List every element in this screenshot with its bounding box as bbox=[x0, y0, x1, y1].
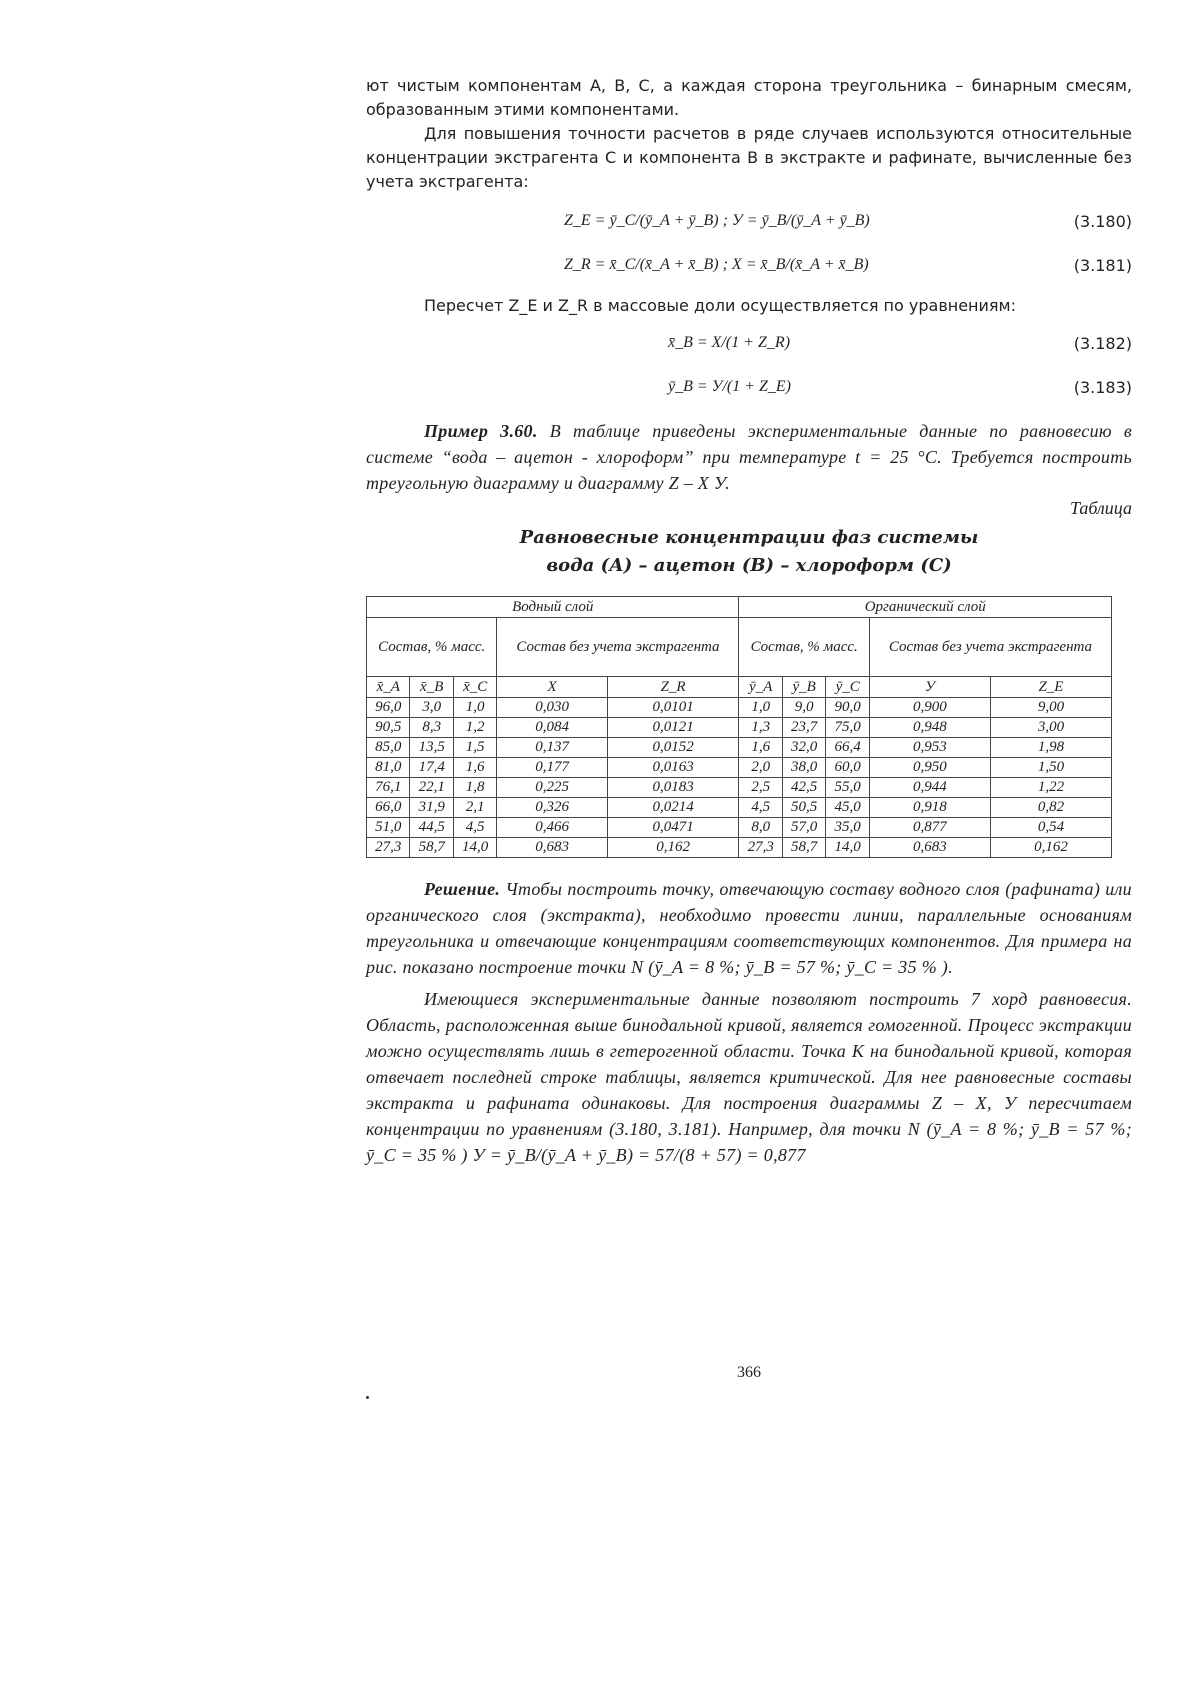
table-cell: 81,0 bbox=[367, 758, 410, 778]
table-cell: 8,3 bbox=[410, 718, 453, 738]
table-cell: 0,54 bbox=[990, 818, 1111, 838]
column-header-row bbox=[367, 677, 1112, 698]
equation-number: (3.181) bbox=[1073, 256, 1132, 275]
table-cell: 1,50 bbox=[990, 758, 1111, 778]
table-cell: 0,877 bbox=[869, 818, 990, 838]
table-cell: 0,82 bbox=[990, 798, 1111, 818]
table-cell: 0,683 bbox=[497, 838, 607, 858]
table-cell: 35,0 bbox=[826, 818, 869, 838]
table-cell: 1,6 bbox=[739, 738, 782, 758]
table-cell: 76,1 bbox=[367, 778, 410, 798]
table-cell: 0,0471 bbox=[607, 818, 739, 838]
example-text: В таблице приведены экспериментальные данные по равновесию в системе “вода – ацетон - хлороформ” при температуре t = 25 °C. Требуется построить треугольную диаграмму и диаграмму Z – X У. bbox=[366, 421, 1132, 493]
solution-paragraph bbox=[366, 876, 1132, 980]
equation-number: (3.182) bbox=[1073, 334, 1132, 353]
table-cell: 0,0101 bbox=[607, 698, 739, 718]
table-cell: 85,0 bbox=[367, 738, 410, 758]
table-cell: 1,0 bbox=[739, 698, 782, 718]
table-cell: 0,900 bbox=[869, 698, 990, 718]
table-cell: 0,0152 bbox=[607, 738, 739, 758]
table-cell: 90,5 bbox=[367, 718, 410, 738]
equation-3-182 bbox=[366, 322, 1132, 366]
table-row bbox=[367, 698, 1112, 718]
table-cell: 1,2 bbox=[453, 718, 496, 738]
table-row bbox=[367, 838, 1112, 858]
column-header: x̄_B bbox=[410, 677, 453, 698]
table-cell: 0,0214 bbox=[607, 798, 739, 818]
equation-formula: Z_E = ȳ_C/(ȳ_A + ȳ_B) ; У = ȳ_B/(ȳ_A + ȳ_B) bbox=[564, 212, 870, 229]
table-cell: 2,1 bbox=[453, 798, 496, 818]
table-cell: 42,5 bbox=[782, 778, 825, 798]
table-cell: 0,950 bbox=[869, 758, 990, 778]
column-header: x̄_C bbox=[453, 677, 496, 698]
table-cell: 14,0 bbox=[826, 838, 869, 858]
table-row bbox=[367, 778, 1112, 798]
table-cell: 0,030 bbox=[497, 698, 607, 718]
table-cell: 0,0183 bbox=[607, 778, 739, 798]
page-number: 366 bbox=[737, 1364, 761, 1381]
table-cell: 22,1 bbox=[410, 778, 453, 798]
table-row bbox=[367, 738, 1112, 758]
equation-number: (3.183) bbox=[1073, 378, 1132, 397]
table-cell: 1,6 bbox=[453, 758, 496, 778]
table-cell: 27,3 bbox=[739, 838, 782, 858]
table-cell: 0,918 bbox=[869, 798, 990, 818]
table-cell: 3,0 bbox=[410, 698, 453, 718]
table-row bbox=[367, 718, 1112, 738]
table-cell: 50,5 bbox=[782, 798, 825, 818]
table-row bbox=[367, 758, 1112, 778]
final-paragraph: Имеющиеся экспериментальные данные позволяют построить 7 хорд равновесия. Область, расположенная выше бинодальной кривой, является гомогенной. Процесс экстракции можно осуществлять лишь в гетерогенной области. Точка K на бинодальной кривой, которая отвечает последней строке таблицы, является критической. Для нее равновесные составы экстракта и рафината одинаковы. Для построения диаграммы Z – X, У пересчитаем концентрации по уравнениям (3.180, 3.181). Например, для точки N (ȳ_A = 8 %; ȳ_B = 57 %; ȳ_C = 35 % ) У = ȳ_B/(ȳ_A + ȳ_B) = 57/(8 + 57) = 0,877 bbox=[366, 989, 1132, 1165]
table-cell: 0,177 bbox=[497, 758, 607, 778]
intro-paragraph: Для повышения точности расчетов в ряде случаев используются относительные концентрации экстрагента С и компонента В в экстракте и рафинате, вычисленные без учета экстрагента: bbox=[366, 124, 1132, 191]
table-cell: 58,7 bbox=[782, 838, 825, 858]
equation-formula: ȳ_B = У/(1 + Z_E) bbox=[668, 378, 792, 395]
table-cell: 0,0121 bbox=[607, 718, 739, 738]
table-cell: 8,0 bbox=[739, 818, 782, 838]
equation-3-180 bbox=[366, 200, 1132, 244]
header-water-noext: Состав без учета экстрагента bbox=[497, 618, 739, 677]
column-header: X bbox=[497, 677, 607, 698]
page-body bbox=[366, 74, 1132, 1381]
equation-formula: Z_R = x̄_C/(x̄_A + x̄_B) ; X = x̄_B/(x̄_A + x̄_B) bbox=[564, 256, 869, 273]
table-cell: 2,0 bbox=[739, 758, 782, 778]
table-cell: 90,0 bbox=[826, 698, 869, 718]
recalc-paragraph: Пересчет Z_E и Z_R в массовые доли осуществляется по уравнениям: bbox=[424, 296, 1016, 315]
column-header: ȳ_B bbox=[782, 677, 825, 698]
table-cell: 0,683 bbox=[869, 838, 990, 858]
table-cell: 0,162 bbox=[607, 838, 739, 858]
table-cell: 17,4 bbox=[410, 758, 453, 778]
column-header: Z_R bbox=[607, 677, 739, 698]
solution-text: Чтобы построить точку, отвечающую составу водного слоя (рафината) или органического слоя (экстракта), необходимо провести линии, параллельные основаниям треугольника и отвечающие концентрациям соответствующих компонентов. Для примера на рис. показано построение точки N (ȳ_A = 8 %; ȳ_B = 57 %; ȳ_C = 35 % ). bbox=[366, 879, 1132, 977]
table-cell: 38,0 bbox=[782, 758, 825, 778]
table-cell: 60,0 bbox=[826, 758, 869, 778]
table-cell: 66,0 bbox=[367, 798, 410, 818]
table-label: Таблица bbox=[1069, 498, 1132, 518]
table-cell: 1,8 bbox=[453, 778, 496, 798]
table-cell: 0,225 bbox=[497, 778, 607, 798]
table-cell: 4,5 bbox=[739, 798, 782, 818]
table-cell: 13,5 bbox=[410, 738, 453, 758]
intro-line: ют чистым компонентам А, В, С, а каждая сторона треугольника – бинарным смесям, образованным этими компонентами. bbox=[366, 76, 1132, 119]
table-title-line1: Равновесные концентрации фаз системы bbox=[519, 527, 979, 548]
table-cell: 0,953 bbox=[869, 738, 990, 758]
table-cell: 2,5 bbox=[739, 778, 782, 798]
table-cell: 1,5 bbox=[453, 738, 496, 758]
scan-speck bbox=[366, 1396, 369, 1399]
table-cell: 31,9 bbox=[410, 798, 453, 818]
header-water-layer: Водный слой bbox=[367, 597, 739, 618]
table-cell: 0,084 bbox=[497, 718, 607, 738]
table-title-line2: вода (А) – ацетон (В) – хлороформ (С) bbox=[546, 555, 952, 576]
table-cell: 1,98 bbox=[990, 738, 1111, 758]
column-header: Z_E bbox=[990, 677, 1111, 698]
table-cell: 45,0 bbox=[826, 798, 869, 818]
column-header: У bbox=[869, 677, 990, 698]
header-org-mass: Состав, % масс. bbox=[739, 618, 869, 677]
table-cell: 51,0 bbox=[367, 818, 410, 838]
table-cell: 66,4 bbox=[826, 738, 869, 758]
equilibrium-table bbox=[366, 596, 1112, 858]
equation-3-183 bbox=[366, 366, 1132, 410]
table-cell: 0,0163 bbox=[607, 758, 739, 778]
table-cell: 32,0 bbox=[782, 738, 825, 758]
column-header: ȳ_C bbox=[826, 677, 869, 698]
table-cell: 0,162 bbox=[990, 838, 1111, 858]
header-organic-layer: Органический слой bbox=[739, 597, 1112, 618]
table-cell: 0,466 bbox=[497, 818, 607, 838]
table-cell: 23,7 bbox=[782, 718, 825, 738]
table-body bbox=[367, 698, 1112, 858]
solution-label: Решение. bbox=[424, 879, 501, 899]
table-cell: 0,948 bbox=[869, 718, 990, 738]
equation-formula: x̄_B = X/(1 + Z_R) bbox=[668, 334, 791, 351]
column-header: ȳ_A bbox=[739, 677, 782, 698]
table-cell: 55,0 bbox=[826, 778, 869, 798]
table-cell: 9,0 bbox=[782, 698, 825, 718]
example-paragraph bbox=[366, 418, 1132, 496]
table-cell: 1,22 bbox=[990, 778, 1111, 798]
table-row bbox=[367, 818, 1112, 838]
header-org-noext: Состав без учета экстрагента bbox=[869, 618, 1111, 677]
example-label: Пример 3.60. bbox=[424, 421, 538, 441]
table-cell: 57,0 bbox=[782, 818, 825, 838]
table-cell: 27,3 bbox=[367, 838, 410, 858]
header-water-mass: Состав, % масс. bbox=[367, 618, 497, 677]
table-cell: 4,5 bbox=[453, 818, 496, 838]
table-cell: 1,3 bbox=[739, 718, 782, 738]
table-cell: 1,0 bbox=[453, 698, 496, 718]
table-cell: 14,0 bbox=[453, 838, 496, 858]
equation-number: (3.180) bbox=[1073, 212, 1132, 231]
table-cell: 9,00 bbox=[990, 698, 1111, 718]
table-cell: 96,0 bbox=[367, 698, 410, 718]
table-cell: 58,7 bbox=[410, 838, 453, 858]
column-header: x̄_A bbox=[367, 677, 410, 698]
table-cell: 0,326 bbox=[497, 798, 607, 818]
table-cell: 3,00 bbox=[990, 718, 1111, 738]
table-cell: 0,137 bbox=[497, 738, 607, 758]
equation-3-181 bbox=[366, 244, 1132, 288]
table-cell: 75,0 bbox=[826, 718, 869, 738]
table-cell: 44,5 bbox=[410, 818, 453, 838]
table-cell: 0,944 bbox=[869, 778, 990, 798]
table-row bbox=[367, 798, 1112, 818]
